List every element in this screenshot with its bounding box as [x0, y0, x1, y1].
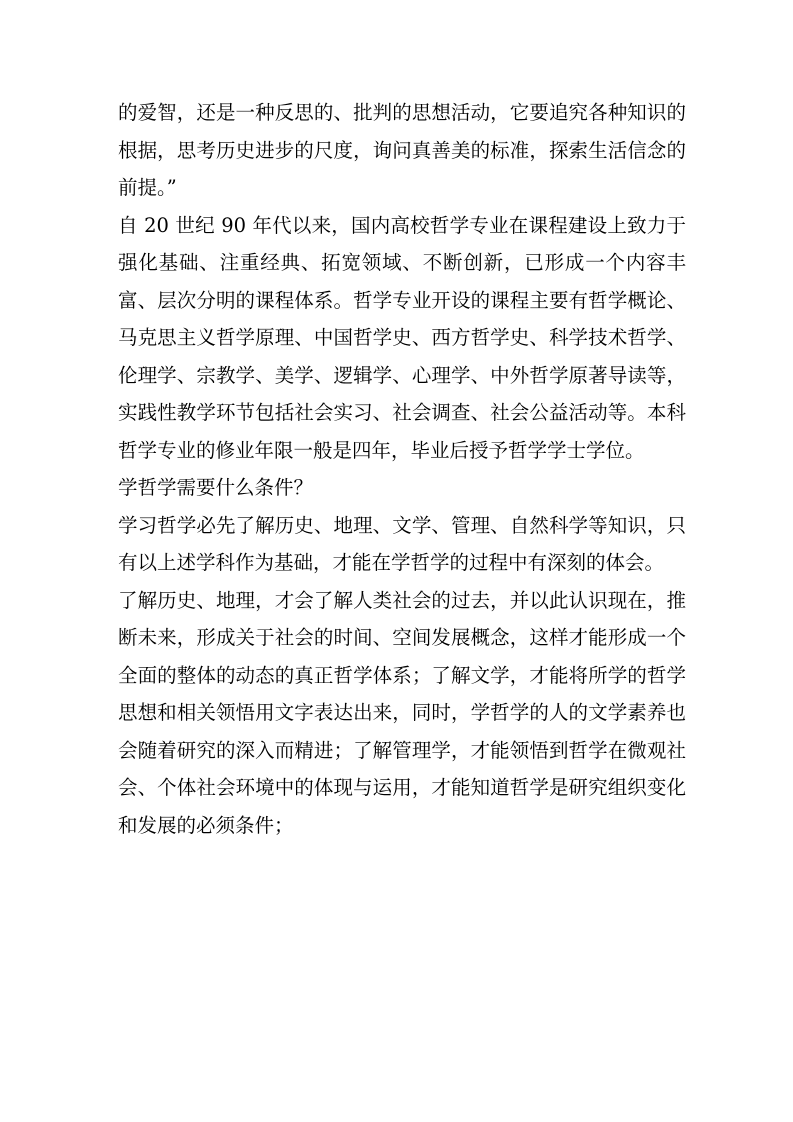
section-question-heading: 学哲学需要什么条件？	[118, 476, 314, 499]
paragraph-curriculum: 自 20 世纪 90 年代以来，国内高校哲学专业在课程建设上致力于强化基础、注重经典、拓宽领域、不断创新，已形成一个内容丰富、层次分明的课程体系。哲学专业开设的课程主要有哲学概论、马克思主义哲学原理、中国哲学史、西方哲学史、科学技术哲学、伦理学、宗教学、美学、逻辑学、心理学、中外哲学原著导读等，实践性教学环节包括社会实习、社会调查、社会公益活动等。本科哲学专业的修业年限一般是四年，毕业后授予哲学学士学位。	[118, 213, 686, 462]
paragraph-philosophy-definition-end: 的爱智，还是一种反思的、批判的思想活动，它要追究各种知识的根据，思考历史进步的尺度，询问真善美的标准，探索生活信念的前提。”	[118, 101, 686, 199]
paragraph-history-geography-literature: 了解历史、地理，才会了解人类社会的过去，并以此认识现在，推断未来，形成关于社会的时间、空间发展概念，这样才能形成一个全面的整体的动态的真正哲学体系；了解文学，才能将所学的哲学思想和相关领悟用文字表达出来，同时，学哲学的人的文学素养也会随着研究的深入而精进；了解管理学，才能领悟到哲学在微观社会、个体社会环境中的体现与运用，才能知道哲学是研究组织变化和发展的必须条件；	[118, 588, 686, 837]
document-page	[118, 94, 686, 844]
paragraph-prerequisites: 学习哲学必先了解历史、地理、文学、管理、自然科学等知识，只有以上述学科作为基础，才能在学哲学的过程中有深刻的体会。	[118, 513, 686, 574]
